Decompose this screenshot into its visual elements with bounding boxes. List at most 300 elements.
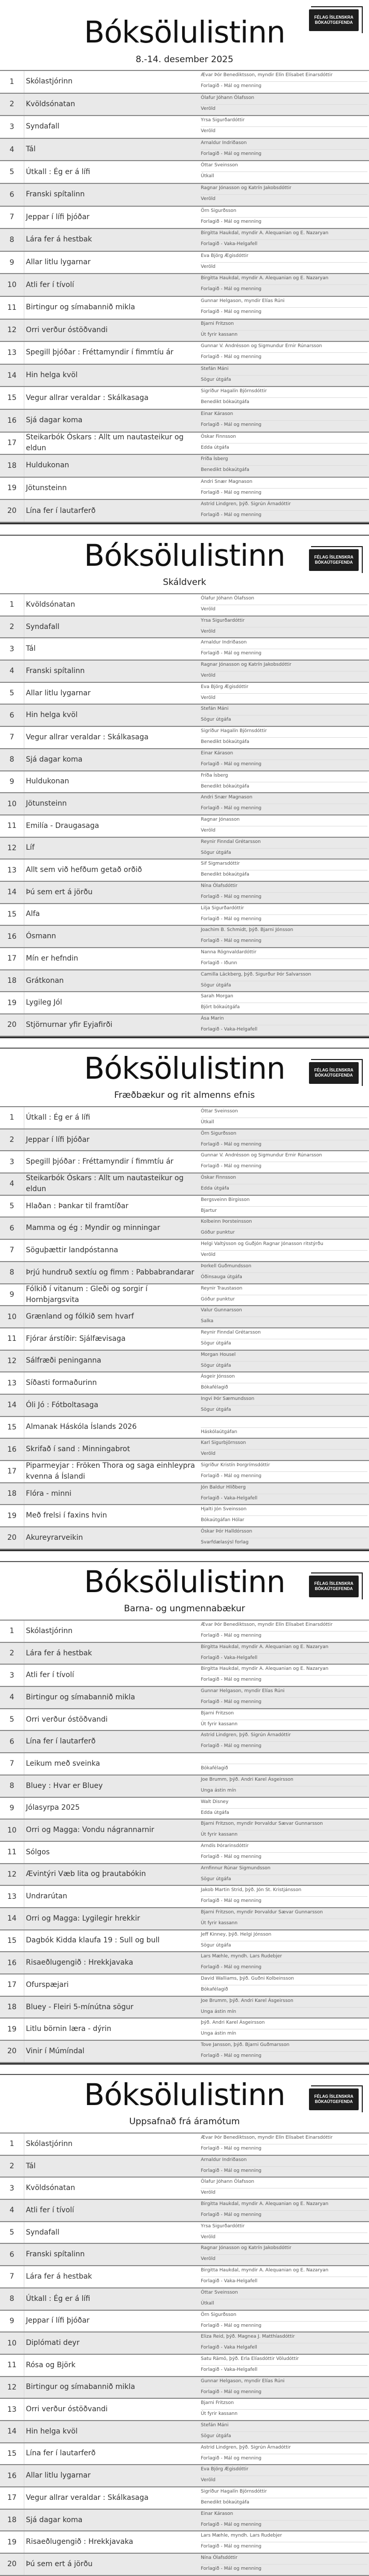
book-meta: [201, 1151, 367, 1172]
table-row: [0, 2399, 369, 2421]
book-meta: [201, 1505, 367, 1526]
book-title: Atli fer í tívolí: [26, 280, 75, 289]
table-row: [0, 274, 369, 297]
rank-number: 5: [9, 1202, 14, 1211]
meta-divider: [201, 284, 367, 285]
meta-divider: [201, 104, 367, 105]
book-publisher: Forlagið - Mál og menning: [201, 1965, 262, 1970]
book-publisher: Forlagið - Mál og menning: [201, 894, 262, 899]
table-row: [0, 1284, 369, 1307]
book-title: Sálfræði peninganna: [26, 1356, 101, 1365]
meta-divider: [201, 2007, 367, 2008]
book-author: Reynir Traustason: [201, 1285, 243, 1291]
book-publisher: Unga ástin mín: [201, 2031, 237, 2037]
book-author: Yrsa Sigurðardóttir: [201, 618, 245, 623]
book-meta: [201, 1351, 367, 1372]
book-title: Dagbók Kidda klaufa 19 : Sull og bull: [26, 1936, 160, 1945]
table-row: [0, 2531, 369, 2554]
book-title: Lygileg Jól: [26, 998, 62, 1007]
book-author: Ragnar Jónasson: [201, 817, 240, 822]
book-meta: [201, 2465, 367, 2486]
table-row: [0, 387, 369, 410]
book-meta: [201, 2222, 367, 2243]
bestseller-table: [0, 1620, 369, 2063]
book-author: Reynir Finndal Grétarsson: [201, 1329, 261, 1335]
rank-number: 15: [7, 910, 17, 919]
table-row: [0, 2554, 369, 2576]
logo-badge: [309, 1062, 359, 1084]
book-title: Huldukonan: [26, 777, 69, 786]
book-meta: [201, 161, 367, 183]
rank-number: 9: [9, 258, 14, 267]
book-title: Útkall : Ég er á lífi: [26, 1113, 91, 1122]
book-meta: [201, 1439, 367, 1460]
book-author: Einar Kárason: [201, 411, 233, 417]
book-publisher: Forlagið - Mál og menning: [201, 2566, 262, 2572]
book-author: Walt Disney: [201, 1799, 229, 1805]
book-publisher: Góður punktur: [201, 1296, 235, 1302]
rank-number: 5: [9, 2228, 14, 2237]
logo-line-2: BÓKAÚTGEFENDA: [315, 20, 353, 25]
book-title: Tál: [26, 145, 36, 154]
meta-divider: [201, 1631, 367, 1632]
book-title: Rósa og Björk: [26, 2360, 76, 2369]
table-row: [0, 1665, 369, 1687]
book-author: Ragnar Jónasson og Katrín Jakobsdóttir: [201, 2245, 291, 2251]
book-meta: [201, 1173, 367, 1195]
table-row: [0, 2222, 369, 2244]
meta-divider: [201, 2210, 367, 2211]
table-row: [0, 1527, 369, 1550]
book-author: Örn Sigurðsson: [201, 208, 237, 213]
meta-divider: [201, 1471, 367, 1472]
book-publisher: Forlagið - Vaka-Helgafell: [201, 2367, 258, 2372]
table-row: [0, 793, 369, 815]
book-title: Tál: [26, 2162, 36, 2170]
book-title: Skólastjórinn: [26, 2139, 73, 2148]
list-subtitle: 8.-14. desember 2025: [136, 54, 233, 65]
book-meta: [201, 1621, 367, 1642]
publisher-association-logo: [309, 6, 363, 34]
book-author: Lilja Sigurðardóttir: [201, 905, 244, 911]
meta-divider: [201, 510, 367, 511]
meta-divider: [201, 1675, 367, 1676]
table-row: [0, 1196, 369, 1218]
book-author: Örn Sigurðsson: [201, 1130, 237, 1136]
table-row: [0, 727, 369, 749]
book-title: Franski spítalinn: [26, 2250, 85, 2259]
table-row: [0, 594, 369, 617]
rank-number: 2: [9, 1649, 14, 1658]
rank-number: 4: [9, 2206, 14, 2215]
book-title: Söguþættir landpóstanna: [26, 1246, 119, 1254]
book-title: Grænland og fólkið sem hvarf: [26, 1312, 134, 1321]
rank-number: 13: [7, 1892, 17, 1901]
logo-line-2: BÓKAÚTGEFENDA: [315, 560, 353, 565]
meta-divider: [201, 958, 367, 959]
book-title: Lára fer á hestbak: [26, 2272, 92, 2281]
book-publisher: Edda útgáfa: [201, 1186, 229, 1192]
book-author: Birgitta Haukdal, myndir A. Alequanian og E. Nazaryan: [201, 1666, 329, 1672]
book-meta: [201, 116, 367, 138]
rank-number: 20: [7, 2047, 17, 2056]
rank-number: 10: [7, 1312, 17, 1321]
book-publisher: Bókafélagið: [201, 1766, 228, 1771]
book-title: Allt sem við hefðum getað orðið: [26, 866, 142, 875]
book-publisher: Sögur útgáfa: [201, 2433, 231, 2439]
book-title: Diplómati deyr: [26, 2339, 80, 2348]
meta-divider: [201, 693, 367, 694]
table-row: [0, 1417, 369, 1439]
book-publisher: Forlagið - Mál og menning: [201, 916, 262, 922]
table-row: [0, 2443, 369, 2466]
meta-divider: [201, 194, 367, 195]
book-publisher: Forlagið - Mál og menning: [201, 1164, 262, 1169]
book-title: Kvöldsónatan: [26, 600, 76, 609]
rank-number: 16: [7, 1958, 17, 1967]
book-meta: [201, 1284, 367, 1306]
logo-line-2: BÓKAÚTGEFENDA: [315, 2099, 353, 2104]
book-publisher: Út fyrir kassann: [201, 1832, 238, 1838]
rank-number: 6: [9, 1224, 14, 1233]
meta-divider: [201, 2232, 367, 2233]
book-meta: [201, 2510, 367, 2531]
book-meta: [201, 387, 367, 409]
book-author: Birgitta Haukdal, myndir A. Alequanian og E. Nazaryan: [201, 2201, 329, 2207]
book-title: Tál: [26, 645, 36, 653]
table-row: [0, 1753, 369, 1776]
book-title: Skólastjórinn: [26, 77, 73, 86]
book-author: Camilla Läckberg, þýð. Sigurður Þór Salvarsson: [201, 971, 312, 977]
book-title: Birtingur og símabannið mikla: [26, 303, 135, 312]
book-title: Litlu börnin læra - dýrin: [26, 2025, 112, 2034]
book-meta: [201, 970, 367, 992]
meta-divider: [201, 1852, 367, 1853]
book-publisher: Edda útgáfa: [201, 1810, 229, 1815]
rank-number: 7: [9, 1246, 14, 1255]
book-title: Franski spítalinn: [26, 666, 85, 675]
book-title: Birtingur og símabannið mikla: [26, 1693, 135, 1701]
book-title: Mín er hefndin: [26, 954, 79, 963]
meta-divider: [201, 488, 367, 489]
book-meta: [201, 252, 367, 274]
book-title: Mamma og ég : Myndir og minningar: [26, 1224, 160, 1233]
meta-divider: [201, 2431, 367, 2432]
rank-number: 14: [7, 1914, 17, 1923]
rank-number: 13: [7, 2405, 17, 2414]
table-row: [0, 1129, 369, 1152]
rank-number: 6: [9, 711, 14, 720]
table-row: [0, 297, 369, 320]
list-subtitle: Uppsafnað frá áramótum: [129, 2116, 240, 2127]
book-meta: [201, 365, 367, 387]
rank-number: 4: [9, 1180, 14, 1189]
book-title: Fólkið í vitanum : Gleði og sorgir í Hornbjargsvita: [26, 1284, 148, 1304]
list-title: Bóksölulistinn: [84, 15, 285, 50]
rank-number: 17: [7, 954, 17, 963]
book-publisher: Unga ástin mín: [201, 1787, 237, 1793]
book-publisher: Veröld: [201, 2234, 216, 2240]
book-publisher: Veröld: [201, 695, 216, 700]
book-publisher: Út fyrir kassann: [201, 2411, 238, 2417]
book-author: Gunnar Helgason, myndir Elías Rúni: [201, 298, 285, 304]
list-title: Bóksölulistinn: [84, 538, 285, 573]
rank-number: 14: [7, 2427, 17, 2436]
table-row: [0, 252, 369, 275]
book-meta: [201, 1240, 367, 1261]
rank-number: 5: [9, 1715, 14, 1724]
book-title: Birtingur og símabannið mikla: [26, 2383, 135, 2392]
book-publisher: Forlagið - Mál og menning: [201, 761, 262, 767]
book-title: Líf: [26, 843, 35, 852]
book-meta: [201, 2134, 367, 2155]
table-row: [0, 342, 369, 365]
book-meta: [201, 2355, 367, 2376]
book-title: Þrjú hundruð sextíu og fimm : Pabbabrandarar: [26, 1268, 195, 1277]
book-publisher: Veröld: [201, 2190, 216, 2196]
table-row: [0, 749, 369, 771]
book-author: Stefán Máni: [201, 366, 229, 371]
rank-number: 14: [7, 371, 17, 380]
book-author: Bjarni Fritzson: [201, 1710, 234, 1716]
book-meta: [201, 904, 367, 925]
book-publisher: Forlagið - Mál og menning: [201, 2389, 262, 2395]
book-publisher: Forlagið - Vaka Helgafell: [201, 2345, 257, 2351]
book-publisher: Útkall: [201, 2300, 214, 2306]
book-author: Ævar Þór Benediktsson, myndir Elín Elísabet Einarsdóttir: [201, 73, 333, 78]
book-meta: [201, 1262, 367, 1283]
book-title: Atli fer í tívolí: [26, 1671, 75, 1680]
meta-divider: [201, 1874, 367, 1875]
book-title: Útkall : Ég er á lífi: [26, 167, 91, 176]
rank-number: 19: [7, 1511, 17, 1520]
book-author: Arnaldur Indriðason: [201, 140, 247, 146]
rank-number: 4: [9, 145, 14, 154]
book-author: Astrid Lindgren, þýð. Sigrún Árnadóttir: [201, 502, 291, 507]
book-author: Ragnar Jónasson og Katrín Jakobsdóttir: [201, 185, 291, 191]
book-title: Vinir í Múmíndal: [26, 2047, 85, 2055]
rank-number: 4: [9, 667, 14, 676]
book-meta: [201, 1196, 367, 1217]
logo-line-2: BÓKAÚTGEFENDA: [315, 1586, 353, 1591]
book-title: Franski spítalinn: [26, 190, 85, 199]
meta-divider: [201, 2321, 367, 2322]
book-publisher: Útkall: [201, 1120, 214, 1125]
book-meta: [201, 1864, 367, 1885]
book-title: Syndafall: [26, 622, 60, 631]
book-meta: [201, 2311, 367, 2332]
book-publisher: Forlagið - Mál og menning: [201, 1473, 262, 1479]
rank-number: 9: [9, 2316, 14, 2325]
table-row: [0, 2288, 369, 2311]
book-publisher: Veröld: [201, 196, 216, 202]
book-meta: [201, 838, 367, 859]
book-author: Birgitta Haukdal, myndir A. Alequanian og E. Nazaryan: [201, 276, 329, 281]
book-author: Nína Ólafsdóttir: [201, 2555, 238, 2561]
meta-divider: [201, 2166, 367, 2167]
table-row: [0, 1886, 369, 1908]
book-author: Arndís Þórarinsdóttir: [201, 1843, 249, 1849]
table-row: [0, 207, 369, 230]
book-publisher: Bókafélagið: [201, 1987, 228, 1992]
table-row: [0, 2355, 369, 2377]
book-author: Einar Kárason: [201, 2511, 233, 2516]
meta-divider: [201, 1361, 367, 1362]
meta-divider: [201, 330, 367, 331]
book-title: Jeppar í lífi þjóðar: [26, 1135, 90, 1144]
section-divider: [0, 2074, 369, 2075]
book-author: Stefán Máni: [201, 2422, 229, 2428]
book-meta: [201, 1527, 367, 1549]
rank-number: 7: [9, 213, 14, 222]
book-meta: [201, 1798, 367, 1819]
rank-number: 20: [7, 2560, 17, 2569]
book-author: Ólafur Jóhann Ólafsson: [201, 95, 255, 101]
book-publisher: Forlagið - Iðunn: [201, 961, 238, 966]
rank-number: 1: [9, 1627, 14, 1636]
rank-number: 19: [7, 484, 17, 493]
table-bottom-rule: [0, 523, 369, 524]
list-title: Bóksölulistinn: [84, 1051, 285, 1086]
logo-line-1: FÉLAG ÍSLENSKRA: [314, 1581, 353, 1586]
book-author: Eliza Reid, þýð. Magnea J. Matthíasdóttir: [201, 2334, 295, 2340]
book-meta: [201, 2487, 367, 2509]
logo-line-2: BÓKAÚTGEFENDA: [315, 1073, 353, 1078]
book-publisher: Benedikt bókaútgáfa: [201, 467, 249, 473]
rank-number: 17: [7, 439, 17, 448]
book-author: Birgitta Haukdal, myndir A. Alequanian og E. Nazaryan: [201, 231, 329, 236]
logo-badge: [309, 9, 359, 31]
rank-number: 10: [7, 281, 17, 290]
book-author: Óskar Þór Halldórsson: [201, 1529, 253, 1535]
book-publisher: Veröld: [201, 1451, 216, 1457]
table-row: [0, 771, 369, 794]
book-title: Allar litlu lygarnar: [26, 2471, 91, 2480]
book-meta: [201, 2178, 367, 2199]
book-author: Gunnar Helgason, myndir Elías Rúni: [201, 2378, 285, 2384]
table-row: [0, 1776, 369, 1798]
meta-divider: [201, 2365, 367, 2366]
rank-number: 11: [7, 1335, 17, 1343]
table-row: [0, 1930, 369, 1953]
meta-divider: [201, 126, 367, 127]
rank-number: 7: [9, 1759, 14, 1768]
rank-number: 6: [9, 1737, 14, 1746]
table-row: [0, 1240, 369, 1262]
table-row: [0, 2487, 369, 2510]
book-meta: [201, 1643, 367, 1664]
rank-number: 16: [7, 2471, 17, 2480]
book-title: Útkall : Ég er á lífi: [26, 2294, 91, 2303]
book-title: Sólgos: [26, 1848, 50, 1856]
table-row: [0, 1014, 369, 1037]
rank-number: 9: [9, 1804, 14, 1812]
meta-divider: [201, 737, 367, 738]
book-author: Sigríður Kristín Þorgrímsdóttir: [201, 1463, 270, 1468]
book-publisher: Sögur útgáfa: [201, 850, 231, 855]
book-meta: [201, 1908, 367, 1929]
book-author: Fríða Ísberg: [201, 772, 228, 778]
table-row: [0, 1621, 369, 1643]
book-author: Lars Mæhle, myndh. Lars Rudebjer: [201, 2533, 282, 2539]
book-meta: [201, 1731, 367, 1752]
book-title: Jeppar í lífi þjóðar: [26, 212, 90, 221]
meta-divider: [201, 2475, 367, 2476]
book-meta: [201, 1417, 367, 1438]
table-row: [0, 94, 369, 117]
book-meta: [201, 1842, 367, 1863]
meta-divider: [201, 1206, 367, 1207]
book-title: Sjá dagar koma: [26, 2515, 83, 2524]
publisher-association-logo: [309, 546, 363, 574]
book-meta: [201, 1687, 367, 1708]
table-row: [0, 815, 369, 838]
logo-line-1: FÉLAG ÍSLENSKRA: [314, 15, 353, 20]
table-row: [0, 882, 369, 904]
book-title: Þú sem ert á jörðu: [26, 888, 93, 896]
table-row: [0, 2244, 369, 2266]
book-meta: [201, 1129, 367, 1151]
book-author: Þorkell Guðmundsson: [201, 1263, 252, 1269]
book-meta: [201, 342, 367, 364]
book-author: Eva Björg Ægisdóttir: [201, 684, 248, 690]
rank-number: 15: [7, 1423, 17, 1432]
book-title: Hin helga kvöl: [26, 711, 78, 720]
book-meta: [201, 771, 367, 793]
book-author: Óskar Finnsson: [201, 1175, 236, 1181]
book-publisher: Forlagið - Vaka-Helgafell: [201, 2279, 258, 2284]
meta-divider: [201, 465, 367, 466]
rank-number: 5: [9, 168, 14, 177]
book-publisher: Unga ástin mín: [201, 2009, 237, 2014]
book-meta: [201, 926, 367, 947]
table-row: [0, 926, 369, 948]
book-publisher: Sögur útgáfa: [201, 717, 231, 723]
book-title: Hin helga kvöl: [26, 371, 78, 380]
meta-divider: [201, 352, 367, 353]
table-row: [0, 661, 369, 683]
meta-divider: [201, 397, 367, 398]
book-title: Hlaðan : Þankar til framtíðar: [26, 1201, 129, 1210]
table-row: [0, 2041, 369, 2063]
book-author: Arnaldur Indriðason: [201, 2157, 247, 2163]
book-publisher: Benedikt bókaútgáfa: [201, 783, 249, 789]
table-row: [0, 1974, 369, 1997]
book-publisher: Forlagið - Mál og menning: [201, 354, 262, 360]
book-author: Valur Gunnarsson: [201, 1308, 242, 1313]
table-row: [0, 2510, 369, 2532]
book-meta: [201, 2266, 367, 2287]
bestseller-table: [0, 70, 369, 523]
book-publisher: Út fyrir kassann: [201, 1920, 238, 1926]
book-author: Bergsveinn Birgisson: [201, 1197, 250, 1203]
book-meta: [201, 948, 367, 969]
book-publisher: Benedikt bókaútgáfa: [201, 739, 249, 745]
rank-number: 18: [7, 2516, 17, 2525]
table-row: [0, 2332, 369, 2355]
rank-number: 18: [7, 2003, 17, 2012]
rank-number: 19: [7, 2025, 17, 2034]
book-author: Tove Jansson, þýð. Bjarni Guðmarsson: [201, 2042, 290, 2048]
book-publisher: Forlagið - Vaka-Helgafell: [201, 241, 258, 247]
meta-divider: [201, 1697, 367, 1698]
table-row: [0, 1151, 369, 1173]
rank-number: 11: [7, 1848, 17, 1857]
book-meta: [201, 71, 367, 93]
logo-line-1: FÉLAG ÍSLENSKRA: [314, 2094, 353, 2099]
book-publisher: Forlagið - Vaka-Helgafell: [201, 1495, 258, 1501]
book-meta: [201, 1952, 367, 1973]
